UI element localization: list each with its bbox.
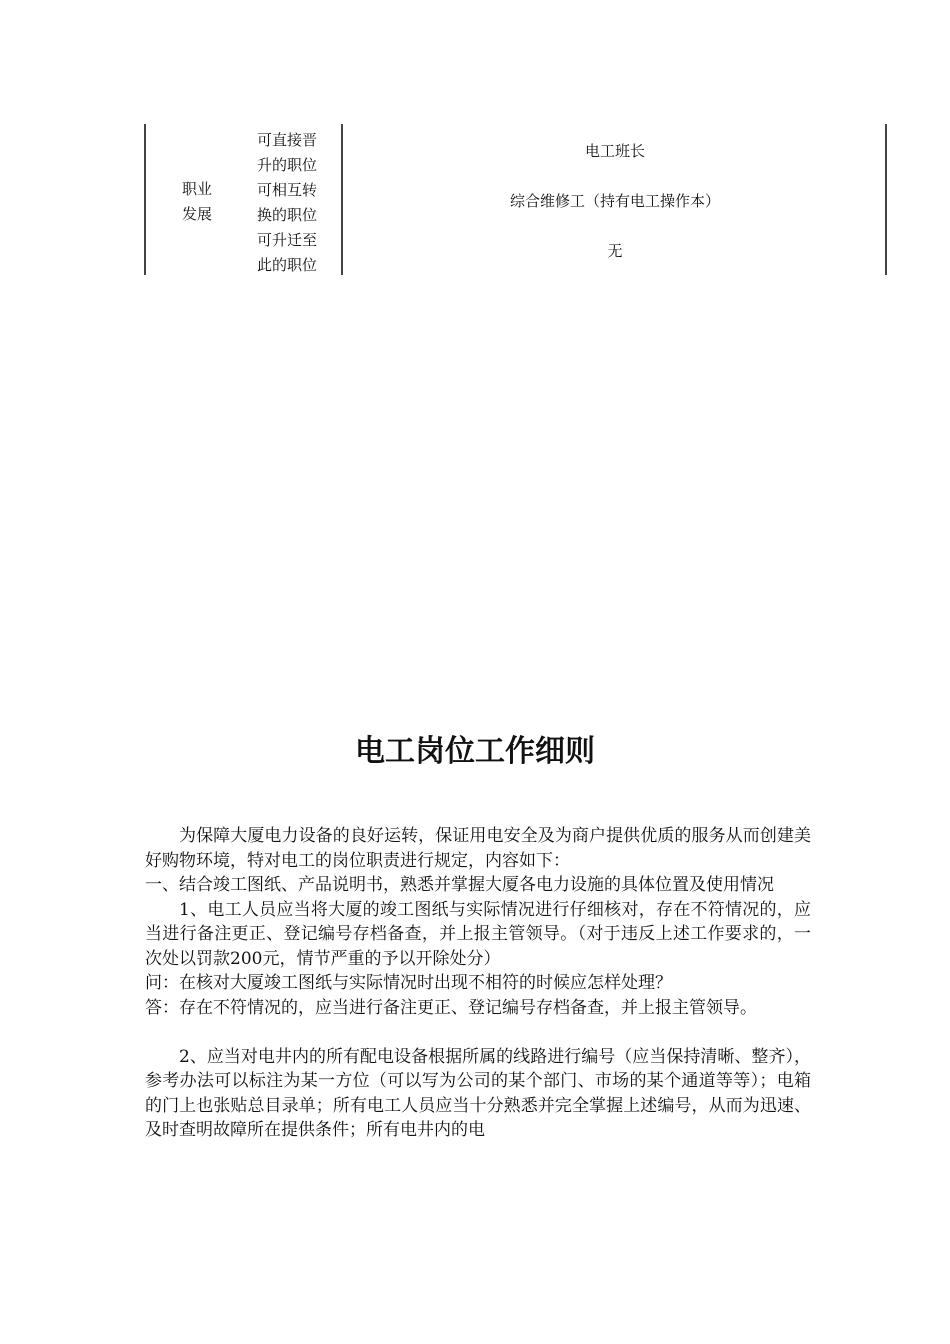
career-development-label: 职业发展 — [181, 180, 212, 223]
answer-paragraph: 答：存在不符情况的，应当进行备注更正、登记编号存档备查，并上报主管领导。 — [145, 997, 757, 1018]
table-column-divider — [341, 124, 343, 275]
intro-paragraph: 为保障大厦电力设备的良好运转，保证用电安全及为商户提供优质的服务从而创建美好购物环境，特对电工的岗位职责进行规定，内容如下： — [145, 826, 811, 871]
promotion-position-type: 可直接晋升的职位 — [257, 131, 318, 174]
question-paragraph: 问：在核对大厦竣工图纸与实际情况时出现不相符的时候应怎样处理？ — [145, 973, 672, 993]
source-position-value: 无 — [607, 242, 623, 260]
document-body — [145, 824, 811, 1143]
transfer-position-value: 综合维修工（持有电工操作本） — [509, 192, 720, 210]
transfer-position-type: 可相互转换的职位 — [257, 181, 318, 224]
rule-paragraph-1: 1、电工人员应当将大厦的竣工图纸与实际情况进行仔细核对，存在不符情况的，应当进行备注更正、登记编号存档备查，并上报主管领导。（对于违反上述工作要求的，一次处以罚款200元，情节严重的予以开除处分） — [145, 899, 811, 969]
source-position-type: 可升迁至此的职位 — [257, 231, 318, 274]
table-left-border — [144, 124, 146, 275]
career-development-table — [144, 124, 887, 275]
document-title: 电工岗位工作细则 — [355, 734, 595, 769]
paragraph-spacer — [145, 1020, 811, 1045]
rule-paragraph-2: 2、应当对电井内的所有配电设备根据所属的线路进行编号（应当保持清晰、整齐），参考办法可以标注为某一方位（可以写为公司的某个部门、市场的某个通道等等）；电箱的门上也张贴总目录单；所有电工人员应当十分熟悉并完全掌握上述编号，从而为迅速、及时查明故障所在提供条件；所有电井内的电 — [145, 1046, 811, 1140]
promotion-position-value: 电工班长 — [584, 142, 645, 160]
section-heading: 一、结合竣工图纸、产品说明书，熟悉并掌握大厦各电力设施的具体位置及使用情况 — [145, 875, 774, 895]
